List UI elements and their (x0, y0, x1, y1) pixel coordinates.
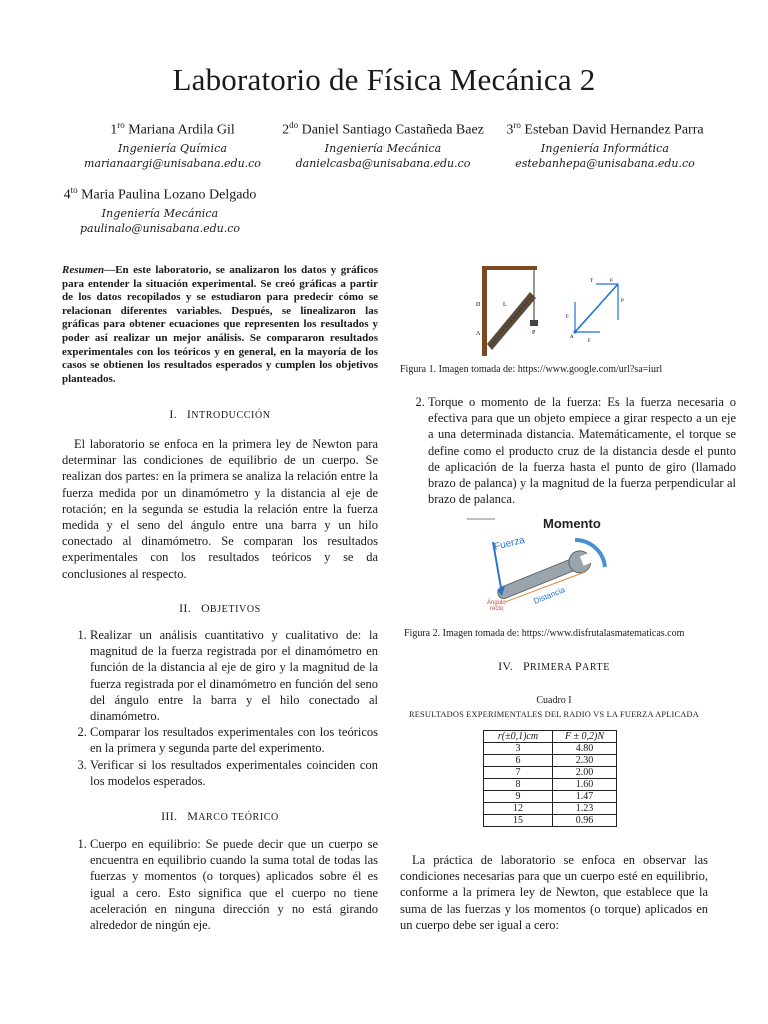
table-row: 8 1.60 (484, 779, 617, 791)
svg-text:A: A (476, 331, 481, 337)
svg-text:P: P (532, 330, 536, 336)
figure-2-diagram (465, 512, 625, 612)
svg-text:Distancia: Distancia (532, 585, 567, 606)
table-header-row (484, 731, 617, 743)
table-row: 12 1.23 (484, 803, 617, 815)
figure-1-diagram (470, 262, 650, 357)
table-row: 9 1.47 (484, 791, 617, 803)
svg-text:A: A (570, 335, 574, 340)
table-row: 3 4.80 (484, 743, 617, 755)
table-header: F ± 0,2)N (553, 731, 617, 743)
list-item: 2. Torque o momento de la fuerza: Es la fuerza necesaria o efectiva para que un objeto empiece a girar respecto a un eje a una determinada distancia. Matemáticamente, el torque se define como el producto cruz de la distancia desde el punto de aplicación de la fuerza hasta el punto de giro (llamado brazo de palanca) y la magnitud de la fuerza perpendicular al brazo de palanca. (428, 394, 736, 507)
section-heading-objetivos: II. OBJETIVOS (179, 601, 261, 615)
list-item: 3. Verificar si los resultados experimentales coinciden con los modelos esperados. (90, 757, 378, 789)
svg-text:P: P (621, 299, 624, 304)
author-1: $1^{ro}$ Mariana Ardila Gil Ingeniería Química marianaargi@unisabana.edu.co (84, 120, 261, 170)
section-heading-intro: I. INTRODUCCIÓN (169, 407, 271, 421)
post-shape (482, 266, 487, 356)
results-table (483, 730, 617, 827)
svg-text:D: D (476, 302, 481, 308)
svg-text:L: L (503, 302, 507, 308)
paper-title: Laboratorio de Física Mecánica 2 (172, 62, 596, 97)
table-header: r(±0,1)cm (484, 731, 553, 743)
svg-text:recto: recto (490, 606, 504, 612)
figure-2-caption: Figura 2. Imagen tomada de: https://www.disfrutalasmatematicas.com (404, 628, 685, 639)
svg-text:Ángulo: Ángulo (487, 600, 506, 606)
svg-text:Fuerza: Fuerza (493, 534, 526, 553)
author-2: $2^{do}$ Daniel Santiago Castañeda Baez Ingeniería Mecánica danielcasba@unisabana.edu.co (282, 120, 484, 170)
author-4: $4^{to}$ Maria Paulina Lozano Delgado Ingeniería Mecánica paulinalo@unisabana.edu.co (63, 185, 257, 235)
list-item: 1. Realizar un análisis cuantitativo y cualitativo de: la magnitud de la fuerza registrada por el dinamómetro en función de la distancia al eje de giro y la magnitud de la fuerza registrada por el dinamómetro en función del seno del ángulo entre la barra y el hilo conectado al dinamómetro. (90, 627, 378, 724)
svg-text:Momento: Momento (543, 516, 601, 531)
beam-shape (482, 266, 537, 270)
table-row: 15 0.96 (484, 815, 617, 827)
author-3: $3^{ro}$ Esteban David Hernandez Parra Ingeniería Informática estebanhepa@unisabana.edu.co (506, 120, 704, 170)
svg-text:F: F (566, 315, 569, 320)
list-item: 1. Cuerpo en equilibrio: Se puede decir que un cuerpo se encuentra en equilibrio cuando la suma total de todas las fuerzas y momentos (o torques) aplicados sobre él es igual a cero. Esto significa que el cuerpo no tiene aceleración en ninguna dirección y no está girando alrededor de ningún eje. (90, 836, 378, 933)
table-row: 6 2.30 (484, 755, 617, 767)
section-heading-marco: III. MARCO TEÓRICO (161, 809, 279, 823)
table-row: 7 2.00 (484, 767, 617, 779)
section-heading-primera-parte: IV. PRIMERA PARTE (498, 659, 610, 673)
svg-text:F: F (610, 279, 613, 284)
objetivos-list (62, 627, 378, 789)
marco-list-continued (400, 394, 736, 507)
table-caption: Cuadro I RESULTADOS EXPERIMENTALES DEL RADIO VS LA FUERZA APLICADA (408, 695, 700, 719)
svg-text:F: F (588, 339, 591, 344)
figure-1-caption: Figura 1. Imagen tomada de: https://www.google.com/url?sa=iurl (400, 364, 663, 375)
svg-text:T: T (590, 279, 594, 284)
marco-list (62, 836, 378, 933)
primera-parte-paragraph: La práctica de laboratorio se enfoca en observar las condiciones necesarias para que un cuerpo esté en equilibrio, conforme a la primera ley de Newton, que establece que la suma de las fuerzas y los momentos (o torque) aplicados en un cuerpo debe ser igual a cero: (400, 853, 708, 932)
abstract: Resumen—En este laboratorio, se analizaron los datos y gráficos para entender la situación experimental. Se creó gráficas a partir de los datos recopilados y se estudiaron para predecir cómo se relacionan diferentes variables. Después, se linealizaron las gráficas para obtener ecuaciones que representen los resultados y poder así realizar un mejor análisis. Se compararon resultados experimentales con los teóricos y en general, en la mayoría de los casos se obtienen los resultados esperados y cumplen los objetivos planteados. (62, 264, 378, 385)
list-item: 2. Comparar los resultados experimentales con los teóricos en la primera y segunda parte del experimento. (90, 724, 378, 756)
intro-paragraph: El laboratorio se enfoca en la primera ley de Newton para determinar las condiciones de equilibrio de un cuerpo. Se realizan dos partes: en la primera se analiza la relación entre la fuerza medida por un dinamómetro y la distancia al eje de rotación; en la segunda se estudia la relación entre la fuerza medida y el seno del ángulo entre una barra y un hilo conectado al dinamómetro. Se comparan los resultados experimentales con los resultados teóricos y se da conclusiones al respecto. (62, 437, 378, 581)
